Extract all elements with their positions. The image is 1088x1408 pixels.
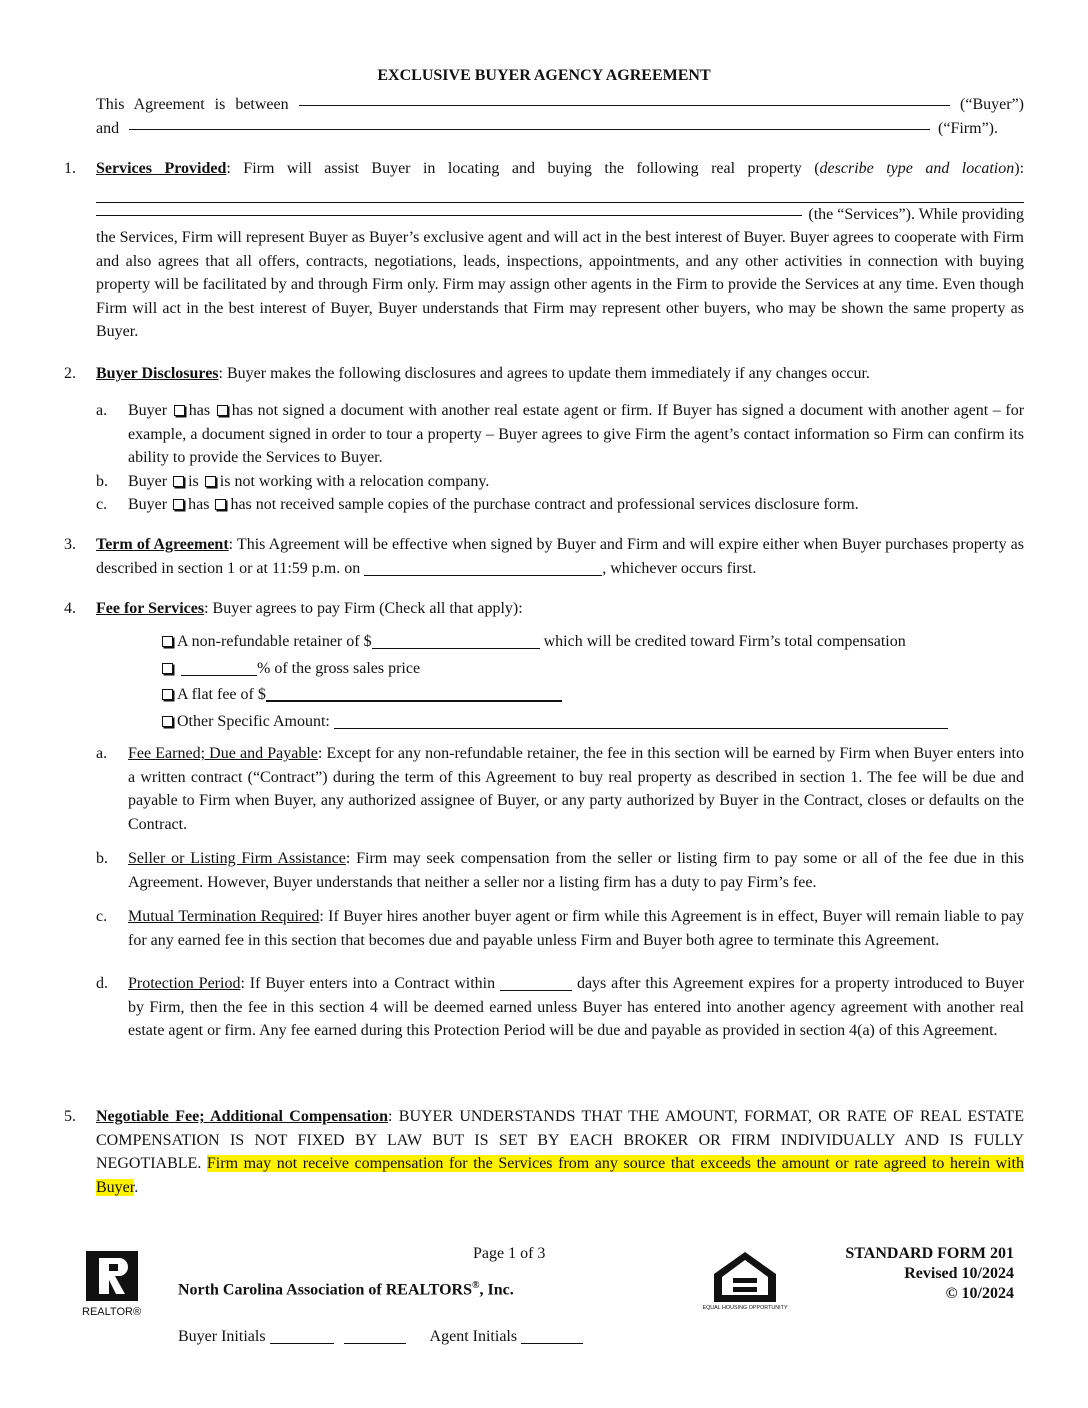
fee-earned-text: Fee Earned; Due and Payable: Except for any non-refundable retainer, the fee in this section will be earned by Firm when Buyer enters into a written contract (“Contract”) during the term of this Agreement to buy real property as described in section 1. The fee will be due and payable to Firm when Buyer, any authorized assignee of Buyer, or any party authorized by Buyer in the Contract, closes or defaults on the Contract. (128, 745, 1024, 833)
initials-row (178, 1325, 583, 1349)
item-letter: d. (96, 975, 108, 992)
section-heading: Buyer Disclosures (96, 365, 219, 382)
property-description-field[interactable] (96, 200, 802, 216)
firm-party-label: and (96, 119, 120, 137)
section-4-intro: Fee for Services: Buyer agrees to pay Firm (Check all that apply): (96, 600, 523, 617)
buyer-party-label: This Agreement is between (96, 96, 289, 113)
section-number: 2. (64, 365, 76, 382)
other-amount-checkbox[interactable] (162, 716, 173, 727)
item-letter: b. (96, 472, 108, 490)
item-letter: b. (96, 850, 108, 867)
property-description-row-2: (the “Services”). While providing (96, 203, 1024, 227)
section-1-intro: Services Provided: Firm will assist Buyer in locating and buying the following real property (describe type and location): (96, 160, 1025, 177)
item-letter: c. (96, 908, 108, 925)
disclosure-b-text: Buyer is is not working with a relocation company. (128, 472, 490, 490)
section-number: 1. (64, 160, 76, 177)
has-signed-checkbox[interactable] (174, 405, 185, 416)
mutual-termination-item (96, 905, 1024, 952)
has-received-checkbox[interactable] (173, 499, 184, 510)
page-number: Page 1 of 3 (473, 1245, 546, 1262)
expiration-date-field[interactable] (364, 560, 602, 576)
seller-assistance-item (96, 847, 1024, 894)
realtor-logo-text: REALTOR® (82, 1306, 142, 1318)
association-name: North Carolina Association of REALTORS®, Inc. (178, 1280, 514, 1299)
disclosure-a-text: Buyer has has not signed a document with another real estate agent or firm. If Buyer has signed a document with another agent – for example, a document signed in order to tour a property – Buyer agrees to give Firm the agent’s contact information so Firm can confirm its ability to provide the Services to Buyer. (128, 402, 1025, 466)
section-3 (64, 533, 1024, 580)
is-relocation-checkbox[interactable] (173, 476, 184, 487)
section-heading: Services Provided (96, 160, 227, 177)
has-not-signed-checkbox[interactable] (217, 405, 228, 416)
buyer-suffix: (“Buyer”) (960, 96, 1024, 113)
section-5 (64, 1105, 1024, 1199)
flat-fee-checkbox[interactable] (162, 689, 173, 700)
mutual-termination-text: Mutual Termination Required: If Buyer hires another buyer agent or firm while this Agreement is in effect, Buyer will remain liable to pay for any earned fee in this section that becomes due and payable unless Firm and Buyer both agree to terminate this Agreement. (128, 908, 1025, 949)
fee-earned-item (96, 742, 1024, 836)
disclosure-a (96, 399, 1024, 470)
section-5-body: Negotiable Fee; Additional Compensation: BUYER UNDERSTANDS THAT THE AMOUNT, FORMAT, OR RATE OF REAL ESTATE COMPENSATION IS NOT FIXED BY LAW BUT IS SET BY EACH BROKER OR FIRM INDIVIDUALLY AND IS FULLY NEGOTIABLE. Firm may not receive compensation for the Services from any source that exceeds the amount or rate agreed to herein with Buyer. (96, 1108, 1025, 1196)
form-copyright: © 10/2024 (945, 1285, 1014, 1302)
section-2-items (64, 399, 1024, 517)
firm-suffix: (“Firm”). (938, 119, 998, 137)
section-number: 3. (64, 536, 76, 553)
item-letter: a. (96, 745, 108, 762)
flat-fee-option: A flat fee of $ (160, 683, 1024, 710)
section-heading: Term of Agreement (96, 536, 229, 553)
retainer-checkbox[interactable] (162, 636, 173, 647)
section-4-subsections (64, 742, 1024, 1043)
section-3-body: Term of Agreement: This Agreement will be effective when signed by Buyer and Firm and will expire either when Buyer purchases property as described in section 1 or at 11:59 p.m. on , whichever occurs first. (96, 536, 1025, 577)
section-1-body (96, 157, 1024, 344)
parties-block (96, 93, 1024, 140)
is-not-relocation-checkbox[interactable] (205, 476, 216, 487)
percentage-option: % of the gross sales price (160, 657, 1024, 684)
section-1 (64, 157, 1024, 344)
has-not-received-checkbox[interactable] (215, 499, 226, 510)
protection-period-item (96, 972, 1024, 1043)
protection-days-field[interactable] (500, 975, 572, 991)
eho-logo-text: EQUAL HOUSING OPPORTUNITY (702, 1305, 788, 1311)
firm-party-row (96, 117, 1024, 141)
disclosure-c (96, 493, 1024, 517)
buyer-initials-label: Buyer Initials (178, 1328, 266, 1345)
buyer-initials-field-1[interactable] (270, 1328, 334, 1344)
form-identifier (845, 1244, 1014, 1304)
percentage-field[interactable] (181, 660, 257, 676)
section-number: 5. (64, 1108, 76, 1125)
section-2 (64, 362, 1024, 386)
section-heading: Fee for Services (96, 600, 205, 617)
equal-housing-logo (702, 1250, 788, 1320)
firm-name-field[interactable] (129, 114, 930, 130)
realtor-logo (82, 1249, 146, 1321)
section-4 (64, 597, 1024, 621)
disclosure-c-text: Buyer has has not received sample copies of the purchase contract and professional services disclosure form. (128, 496, 859, 513)
buyer-name-field[interactable] (299, 90, 950, 106)
section-1-text: the Services, Firm will represent Buyer as Buyer’s exclusive agent and will act in the best interest of Buyer. Buyer agrees to cooperate with Firm and also agrees that all offers, contracts, negotiations, leads, inspections, appointments, and any other activities in connection with buying property will be facilitated by and through Firm only. Firm may assign other agents in the Firm to provide the Services at any time. Even though Firm will act in the best interest of Buyer, Buyer understands that Firm may represent other buyers, who may be shown the same property as Buyer. (96, 229, 1024, 340)
form-number: STANDARD FORM 201 (845, 1245, 1014, 1262)
section-2-intro: Buyer Disclosures: Buyer makes the following disclosures and agrees to update them immediately if any changes occur. (96, 365, 870, 382)
highlighted-text: Firm may not receive compensation for the Services from any source that exceeds the amount or rate agreed to herein with Buyer (96, 1155, 1025, 1196)
agent-initials-field[interactable] (521, 1328, 583, 1344)
fee-options-list (160, 630, 1024, 736)
item-letter: c. (96, 496, 108, 513)
other-amount-field[interactable] (334, 713, 948, 729)
retainer-amount-field[interactable] (372, 633, 540, 649)
agent-initials-label: Agent Initials (429, 1328, 518, 1345)
buyer-initials-field-2[interactable] (344, 1328, 406, 1344)
flat-fee-field[interactable] (266, 686, 562, 702)
percentage-checkbox[interactable] (162, 663, 173, 674)
retainer-option: A non-refundable retainer of $ which will be credited toward Firm’s total compensation (160, 630, 1024, 657)
disclosure-b (96, 470, 1024, 494)
item-letter: a. (96, 402, 108, 419)
section-number: 4. (64, 600, 76, 617)
form-revised: Revised 10/2024 (904, 1265, 1014, 1282)
fee-options (64, 630, 1024, 736)
section-heading: Negotiable Fee; Additional Compensation (96, 1108, 388, 1125)
other-amount-option: Other Specific Amount: (160, 710, 1024, 737)
document-title: EXCLUSIVE BUYER AGENCY AGREEMENT (377, 67, 711, 84)
seller-assistance-text: Seller or Listing Firm Assistance: Firm may seek compensation from the seller or listing firm to pay some or all of the fee due in this Agreement. However, Buyer understands that neither a seller nor a listing firm has a duty to pay Firm’s fee. (128, 850, 1024, 891)
protection-period-text: Protection Period: If Buyer enters into a Contract within days after this Agreement expires for a property introduced to Buyer by Firm, then the fee in this section 4 will be deemed earned unless Buyer has entered into another agency agreement with another real estate agent or firm. Any fee earned during this Protection Period will be due and payable as provided in section 4(a) of this Agreement. (128, 975, 1025, 1039)
